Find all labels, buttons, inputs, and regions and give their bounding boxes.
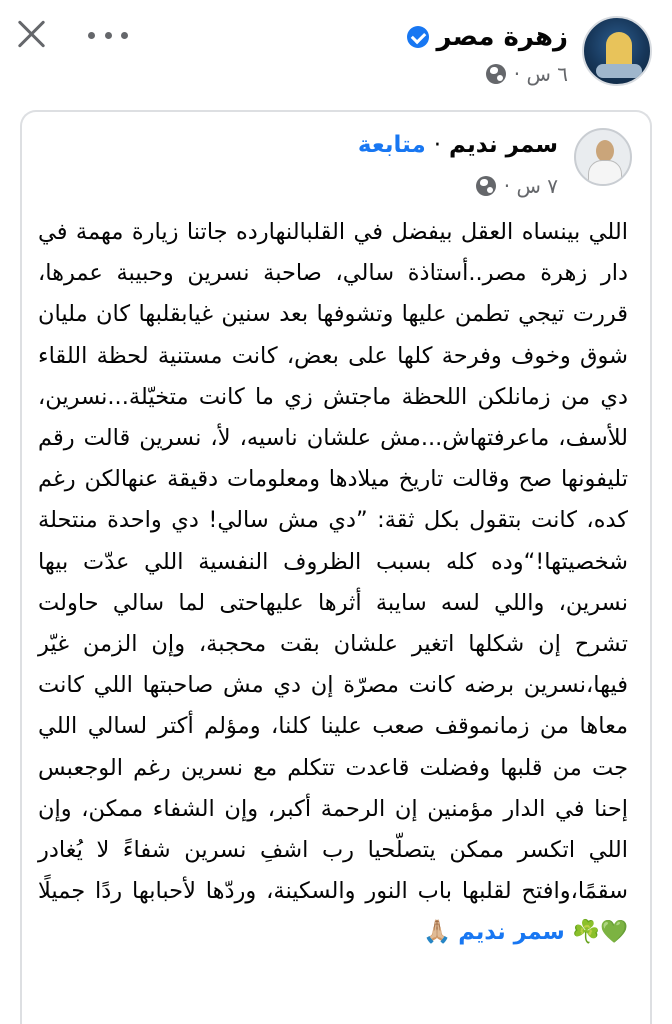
pray-emoji: 🙏🏼	[423, 919, 452, 946]
more-options-icon[interactable]	[88, 22, 128, 48]
shared-author-name[interactable]: سمر نديم	[449, 132, 558, 158]
avatar-body	[588, 160, 622, 186]
avatar-base	[596, 64, 642, 78]
post-meta	[486, 62, 568, 86]
shared-post-card	[20, 110, 652, 1024]
shared-author-row	[358, 132, 558, 158]
globe-icon	[476, 176, 496, 196]
shared-author-avatar[interactable]	[574, 128, 632, 186]
shared-post-meta	[476, 174, 558, 198]
page-name[interactable]: زهرة مصر	[436, 22, 568, 52]
follow-button[interactable]: متابعة	[357, 132, 426, 158]
page-name-row	[407, 22, 568, 52]
avatar-head	[596, 140, 614, 162]
separator-dot: ·	[433, 132, 442, 158]
close-icon[interactable]	[14, 16, 50, 52]
post-header	[0, 0, 672, 100]
globe-icon	[486, 64, 506, 84]
verified-icon	[407, 26, 429, 48]
post-text	[38, 212, 628, 954]
signature-link[interactable]: سمر نديم	[458, 919, 565, 946]
post-body-text: اللي بينساه العقل بيفضل في القلبالنهارده جاتنا زيارة مهمة في دار زهرة مصر..أستاذة سالي، صاحبة نسرين وحبيبة عمرها، قررت تيجي تطمن عليها وتشوفها بعد سنين غيابقلبها كان مليان شوق وخوف وفرحة كلها على بعض، كانت مستنية لحظة اللقاء دي من زمانلكن اللحظة ماجتش زي ما كانت متخيّلة...نسرين، للأسف، ماعرفتهاش...مش علشان ناسيه، لأ، نسرين قالت رقم تليفونها صح وقالت تاريخ ميلادها ومعلومات دقيقة عنهالكن رغم كده، كانت بتقول بكل ثقة: ”دي مش سالي! دي واحدة منتحلة شخصيتها!“وده كله بسبب الظروف النفسية اللي عدّت بيها نسرين، واللي لسه سايبة أثرها عليهاحتى لما سالي حاولت تشرح إن شكلها اتغير علشان بقت محجبة، وإن الزمن غيّر فيها،نسرين برضه كانت مصرّة إن دي مش صاحبتها اللي كانت معاها من زمانموقف صعب علينا كلنا، ومؤلم أكتر لسالي اللي جت من قلبها وفضلت قاعدت تتكلم مع نسرين رغم الوجعبس إحنا في الدار مؤمنين إن الرحمة أكبر، وإن الشفاء ممكن، وإن اللي اتكسر ممكن يتصلّحيا رب اشفِ نسرين شفاءً لا يُغادر سقمًا،وافتح لقلبها باب النور والسكينة، وردّها لأحبابها ردًا جميلًا	[38, 219, 628, 905]
post-time[interactable]: ٦ س ·	[513, 62, 568, 86]
heart-clover-emoji: 💚☘️	[571, 919, 628, 946]
shared-post-time[interactable]: ٧ س ·	[503, 174, 558, 198]
page-avatar[interactable]	[582, 16, 652, 86]
